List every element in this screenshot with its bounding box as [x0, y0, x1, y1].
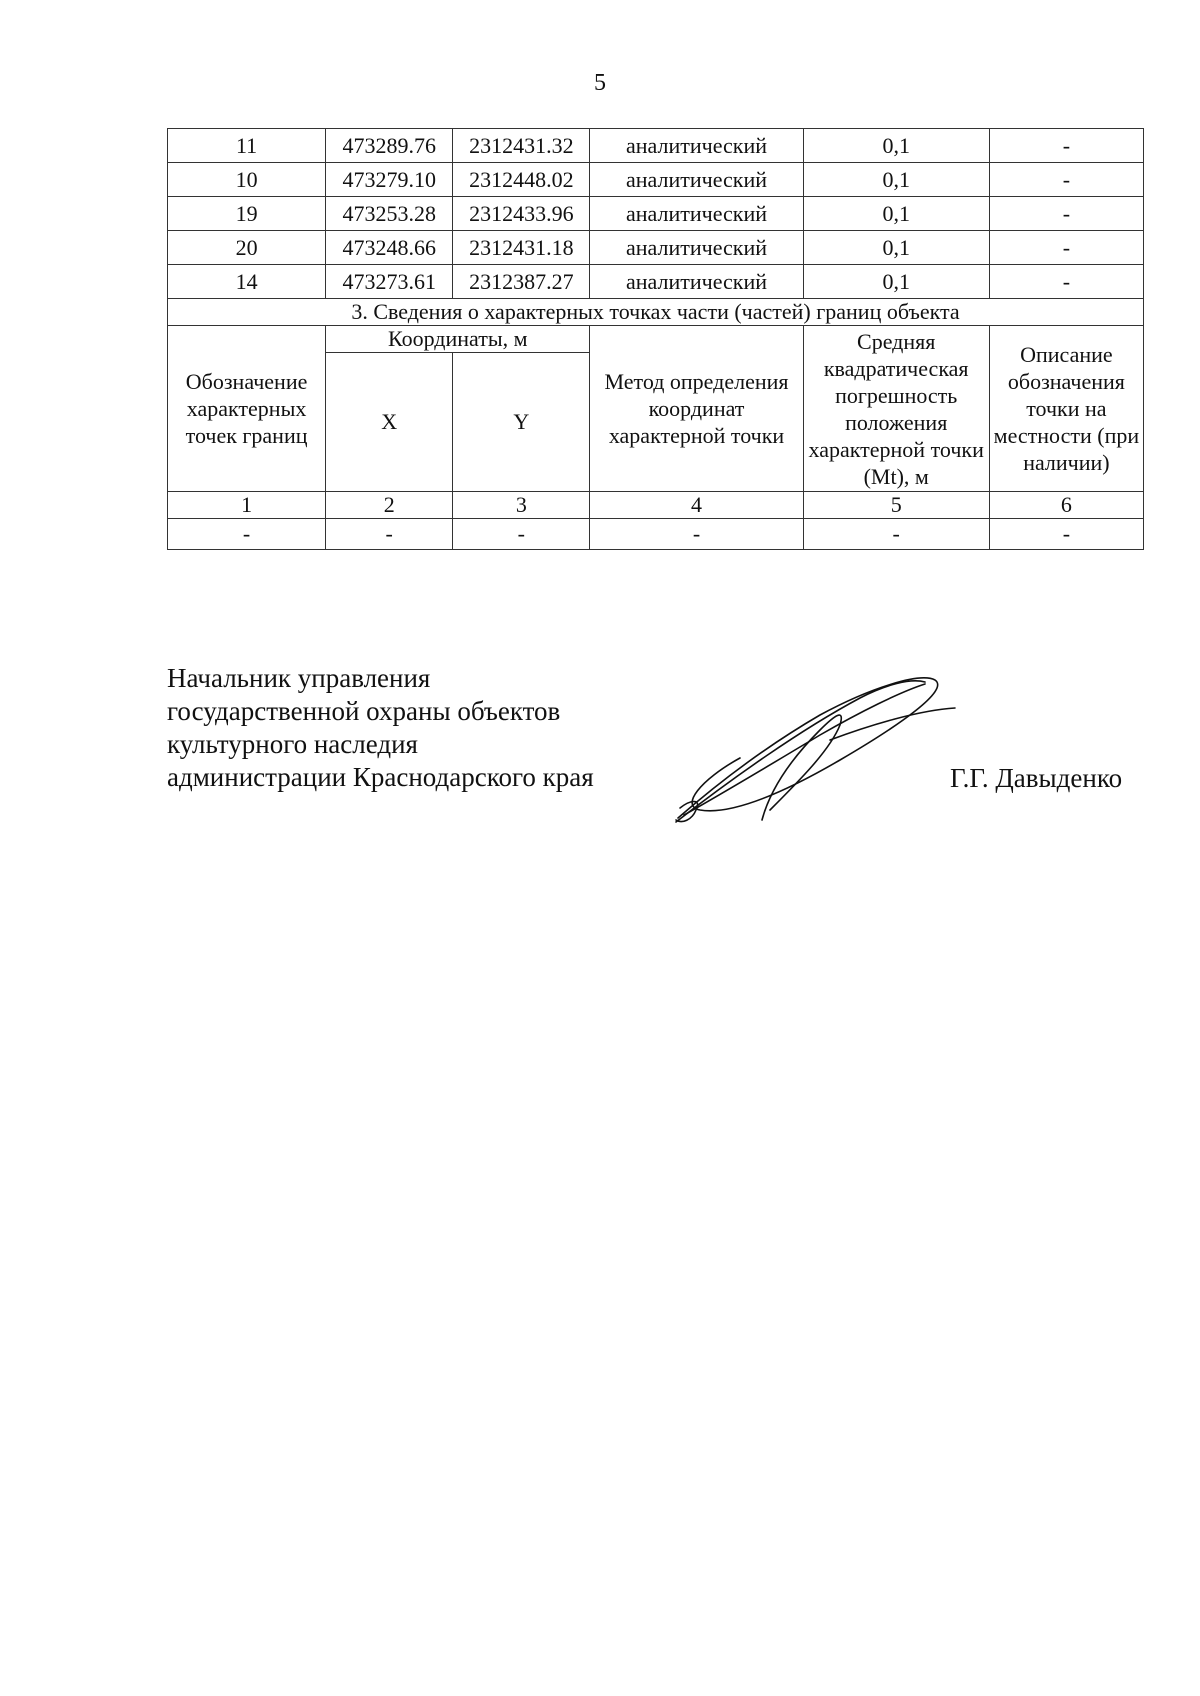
column-number: 5	[803, 492, 989, 519]
column-number: 3	[453, 492, 590, 519]
error-cell: 0,1	[803, 129, 989, 163]
table-row	[168, 163, 1144, 197]
page-number: 5	[594, 70, 606, 96]
empty-cell: -	[989, 519, 1143, 550]
signer-name: Г.Г. Давыденко	[950, 763, 1123, 793]
table-row	[168, 231, 1144, 265]
method-cell: аналитический	[590, 231, 803, 265]
x-cell: 473248.66	[326, 231, 453, 265]
signer-title-line: Начальник управления	[167, 663, 431, 693]
point-cell: 11	[168, 129, 326, 163]
description-cell: -	[989, 231, 1143, 265]
x-cell: 473273.61	[326, 265, 453, 299]
y-cell: 2312431.18	[453, 231, 590, 265]
empty-cell: -	[453, 519, 590, 550]
boundary-points-table	[167, 128, 1144, 550]
x-cell: 473253.28	[326, 197, 453, 231]
method-cell: аналитический	[590, 163, 803, 197]
table-row	[168, 519, 1144, 550]
y-header: Y	[453, 353, 590, 492]
error-header: Средняя квадратическая погрешность положения характерной точки (Mt), м	[803, 326, 989, 492]
point-designation-header: Обозначение характерных точек границ	[168, 326, 326, 492]
signer-title-line: культурного наследия	[167, 729, 418, 759]
y-cell: 2312433.96	[453, 197, 590, 231]
y-cell: 2312448.02	[453, 163, 590, 197]
header-row	[168, 326, 1144, 353]
signer-title-line: государственной охраны объектов	[167, 696, 561, 726]
method-cell: аналитический	[590, 265, 803, 299]
coordinates-header: Координаты, м	[326, 326, 590, 353]
column-number: 2	[326, 492, 453, 519]
empty-cell: -	[590, 519, 803, 550]
error-cell: 0,1	[803, 265, 989, 299]
table-row	[168, 265, 1144, 299]
column-number-row	[168, 492, 1144, 519]
x-header: X	[326, 353, 453, 492]
section-title: 3. Сведения о характерных точках части (частей) границ объекта	[168, 299, 1144, 326]
description-cell: -	[989, 163, 1143, 197]
section-title-row	[168, 299, 1144, 326]
method-cell: аналитический	[590, 197, 803, 231]
handwritten-signature	[670, 670, 960, 830]
empty-cell: -	[168, 519, 326, 550]
description-cell: -	[989, 129, 1143, 163]
empty-cell: -	[803, 519, 989, 550]
table-row	[168, 129, 1144, 163]
description-cell: -	[989, 197, 1143, 231]
x-cell: 473279.10	[326, 163, 453, 197]
table-row	[168, 197, 1144, 231]
signer-title-line: администрации Краснодарского края	[167, 762, 594, 792]
error-cell: 0,1	[803, 163, 989, 197]
column-number: 4	[590, 492, 803, 519]
x-cell: 473289.76	[326, 129, 453, 163]
point-cell: 10	[168, 163, 326, 197]
method-cell: аналитический	[590, 129, 803, 163]
point-cell: 14	[168, 265, 326, 299]
error-cell: 0,1	[803, 231, 989, 265]
signer-title	[167, 662, 594, 794]
method-header: Метод определения координат характерной точки	[590, 326, 803, 492]
empty-cell: -	[326, 519, 453, 550]
description-header: Описание обозначения точки на местности (при наличии)	[989, 326, 1143, 492]
column-number: 1	[168, 492, 326, 519]
description-cell: -	[989, 265, 1143, 299]
y-cell: 2312387.27	[453, 265, 590, 299]
point-cell: 20	[168, 231, 326, 265]
error-cell: 0,1	[803, 197, 989, 231]
point-cell: 19	[168, 197, 326, 231]
y-cell: 2312431.32	[453, 129, 590, 163]
column-number: 6	[989, 492, 1143, 519]
